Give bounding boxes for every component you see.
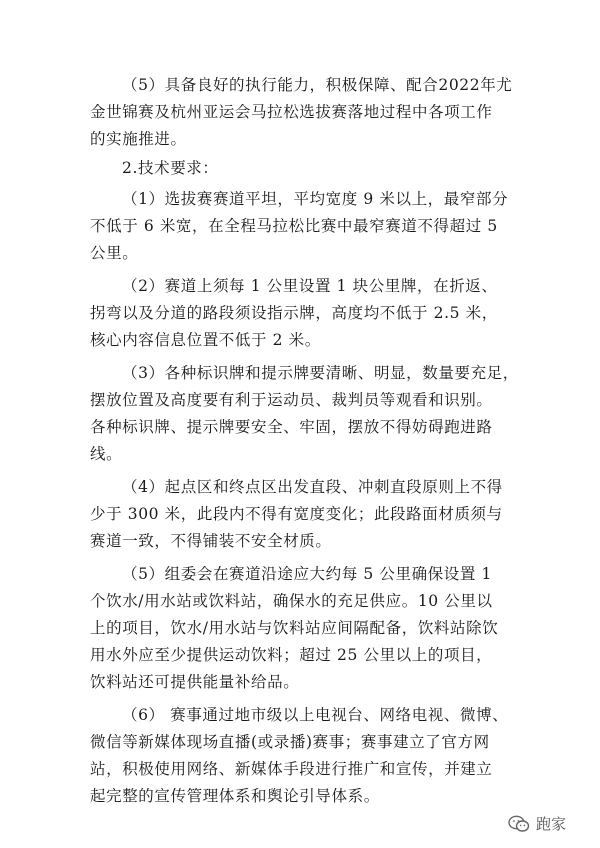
watermark: [508, 813, 566, 834]
wechat-icon: [508, 815, 530, 833]
text-line: （1）选拔赛赛道平坦，平均宽度 9 米以上，最窄部分: [122, 190, 509, 208]
watermark-label: 跑家: [535, 815, 566, 833]
text-line: 个饮水/用水站或饮料站，确保水的充足供应。10 公里以: [90, 592, 493, 610]
text-line: 摆放位置及高度要有利于运动员、裁判员等观看和识别。: [90, 391, 493, 409]
text-line: 赛道一致，不得铺装不安全材质。: [90, 532, 332, 550]
text-line: （2）赛道上须每 1 公里设置 1 块公里牌，在折返、: [122, 277, 498, 295]
text-line: （5）具备良好的执行能力，积极保障、配合2022年尤: [122, 76, 513, 94]
paragraph-water-stations: [90, 561, 515, 696]
text-line: 线。: [90, 445, 123, 463]
text-line: （5）组委会在赛道沿途应大约每 5 公里确保设置 1: [122, 565, 492, 583]
text-line: （4）起点区和终点区出发直段、冲刺直段原则上不得: [122, 478, 503, 496]
text-line: 公里。: [90, 244, 139, 262]
text-line: 核心内容信息位置不低于 2 米。: [90, 331, 321, 349]
text-line: 少于 300 米，此段内不得有宽度变化；此段路面材质须与: [90, 505, 503, 523]
text-line: 不低于 6 米宽，在全程马拉松比赛中最窄赛道不得超过 5: [90, 217, 498, 235]
paragraph-start-finish: [90, 474, 515, 555]
section-heading: [90, 155, 515, 182]
text-line: 站，积极使用网络、新媒体手段进行推广和宣传，并建立: [90, 760, 493, 778]
paragraph-capability: [90, 72, 515, 153]
paragraph-signage: [90, 360, 519, 468]
text-line: 用水外应至少提供运动饮料；超过 25 公里以上的项目，: [90, 646, 493, 664]
paragraph-course-width: [90, 186, 515, 267]
text-line: （3）各种标识牌和提示牌要清晰、明显，数量要充足，: [122, 364, 519, 382]
text-line: （6） 赛事通过地市级以上电视台、网络电视、微博、: [122, 706, 509, 724]
text-line: 的实施推进。: [90, 130, 187, 148]
text-line: 饮料站还可提供能量补给品。: [90, 673, 300, 691]
text-line: 金世锦赛及杭州亚运会马拉松选拔赛落地过程中各项工作: [90, 103, 493, 121]
text-line: 各种标识牌、提示牌要安全、牢固，摆放不得妨碍跑进路: [90, 418, 493, 436]
text-line: 2.技术要求：: [122, 159, 219, 177]
text-line: 上的项目，饮水/用水站与饮料站应间隔配备，饮料站除饮: [90, 619, 499, 637]
text-line: 微信等新媒体现场直播(或录播)赛事；赛事建立了官方网: [90, 733, 490, 751]
document-page: [90, 72, 519, 810]
paragraph-km-markers: [90, 273, 515, 354]
text-line: 拐弯以及分道的路段须设指示牌，高度均不低于 2.5 米，: [90, 304, 498, 322]
text-line: 起完整的宣传管理体系和舆论引导体系。: [90, 787, 380, 805]
paragraph-broadcast: [90, 702, 515, 810]
